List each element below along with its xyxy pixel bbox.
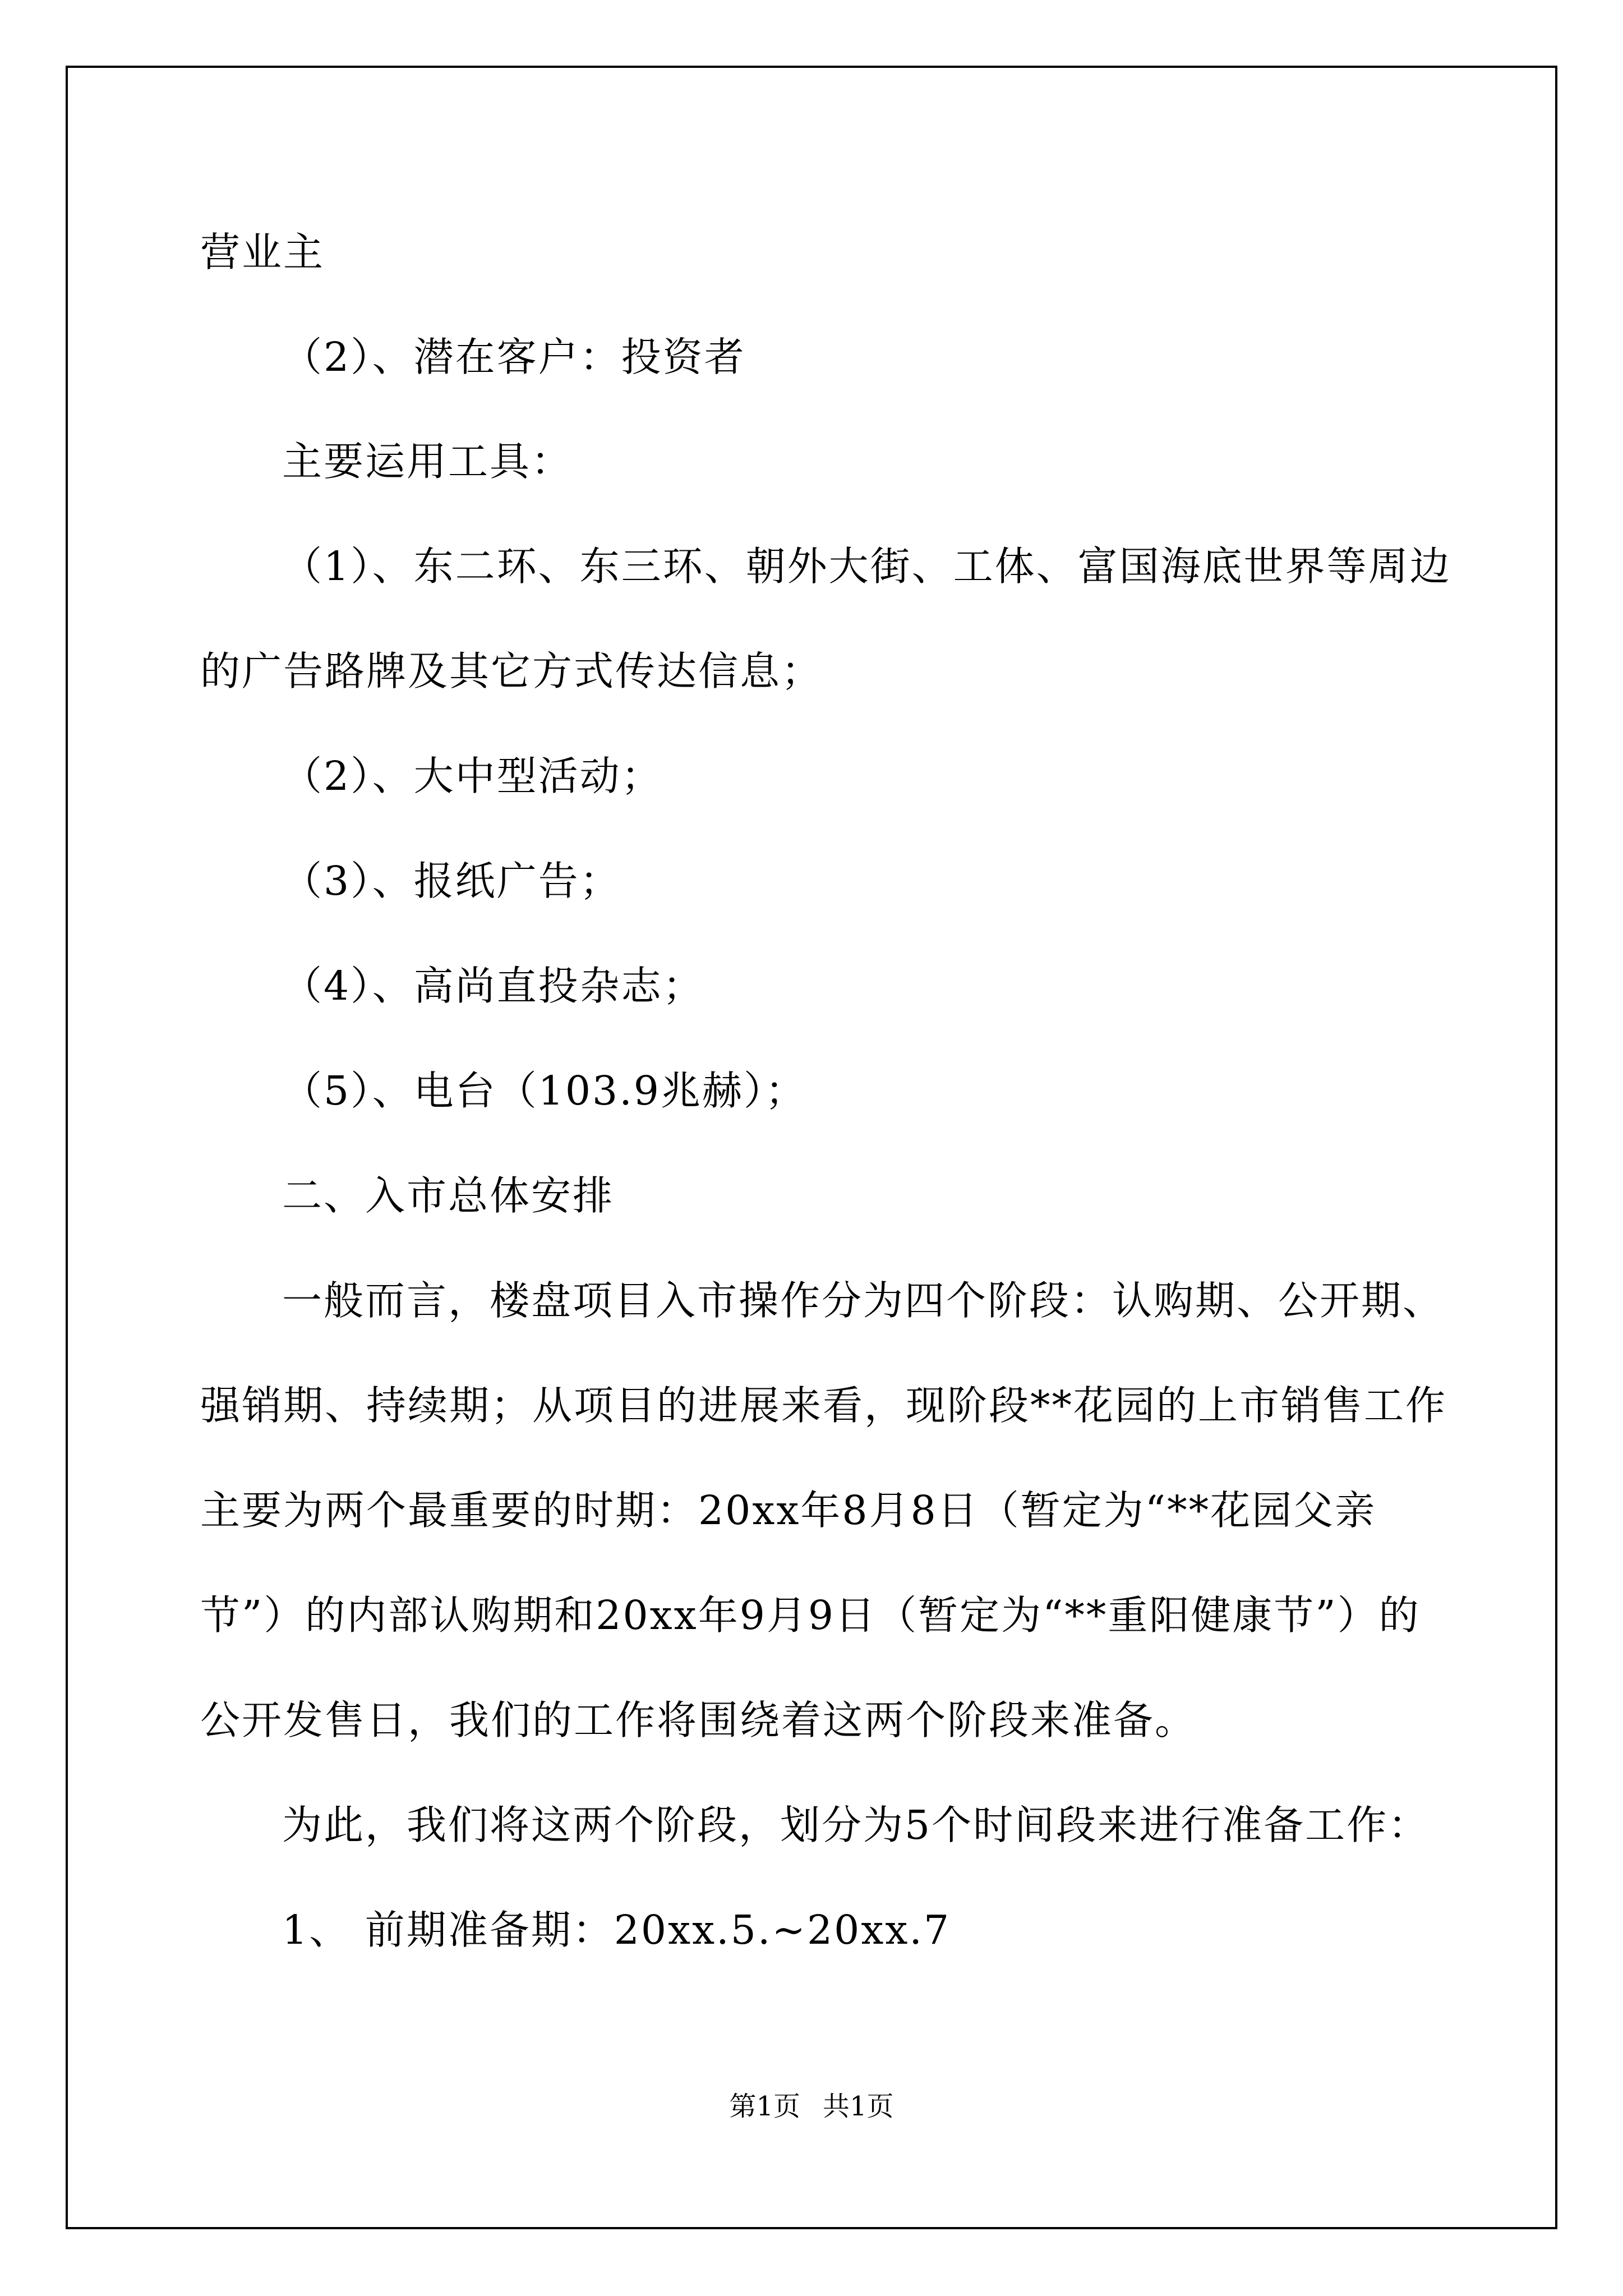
text-line: 1、 前期准备期：20xx.5.~20xx.7 — [282, 1907, 951, 1953]
text-line: （2）、潜在客户：投资者 — [282, 334, 746, 380]
text-line: （1）、东二环、东三环、朝外大街、工体、富国海底世界等周边 — [282, 543, 1451, 590]
page-number: 第1页 — [729, 2091, 800, 2122]
text-line: 的广告路牌及其它方式传达信息； — [200, 648, 823, 694]
text-line: 营业主 — [200, 229, 325, 275]
text-line: （2）、大中型活动； — [282, 753, 663, 799]
text-line: 为此，我们将这两个阶段，划分为5个时间段来进行准备工作： — [282, 1802, 1430, 1848]
page-total: 共1页 — [823, 2091, 894, 2122]
text-line: 主要运用工具： — [282, 438, 573, 485]
text-line: 节”）的内部认购期和20xx年9月9日（暂定为“**重阳健康节”）的 — [200, 1592, 1421, 1639]
text-line: 一般而言，楼盘项目入市操作分为四个阶段：认购期、公开期、 — [282, 1277, 1445, 1324]
page-footer — [0, 2090, 1623, 2123]
text-line: 公开发售日，我们的工作将围绕着这两个阶段来准备。 — [200, 1697, 1197, 1743]
text-line: （4）、高尚直投杂志； — [282, 963, 704, 1009]
text-line: （3）、报纸广告； — [282, 858, 621, 904]
text-line: （5）、电台（103.9兆赫）； — [282, 1068, 807, 1114]
text-line: 强销期、持续期；从项目的进展来看，现阶段**花园的上市销售工作 — [200, 1382, 1447, 1429]
text-line: 主要为两个最重要的时期：20xx年8月8日（暂定为“**花园父亲 — [200, 1487, 1377, 1534]
section-heading: 二、入市总体安排 — [282, 1172, 615, 1219]
